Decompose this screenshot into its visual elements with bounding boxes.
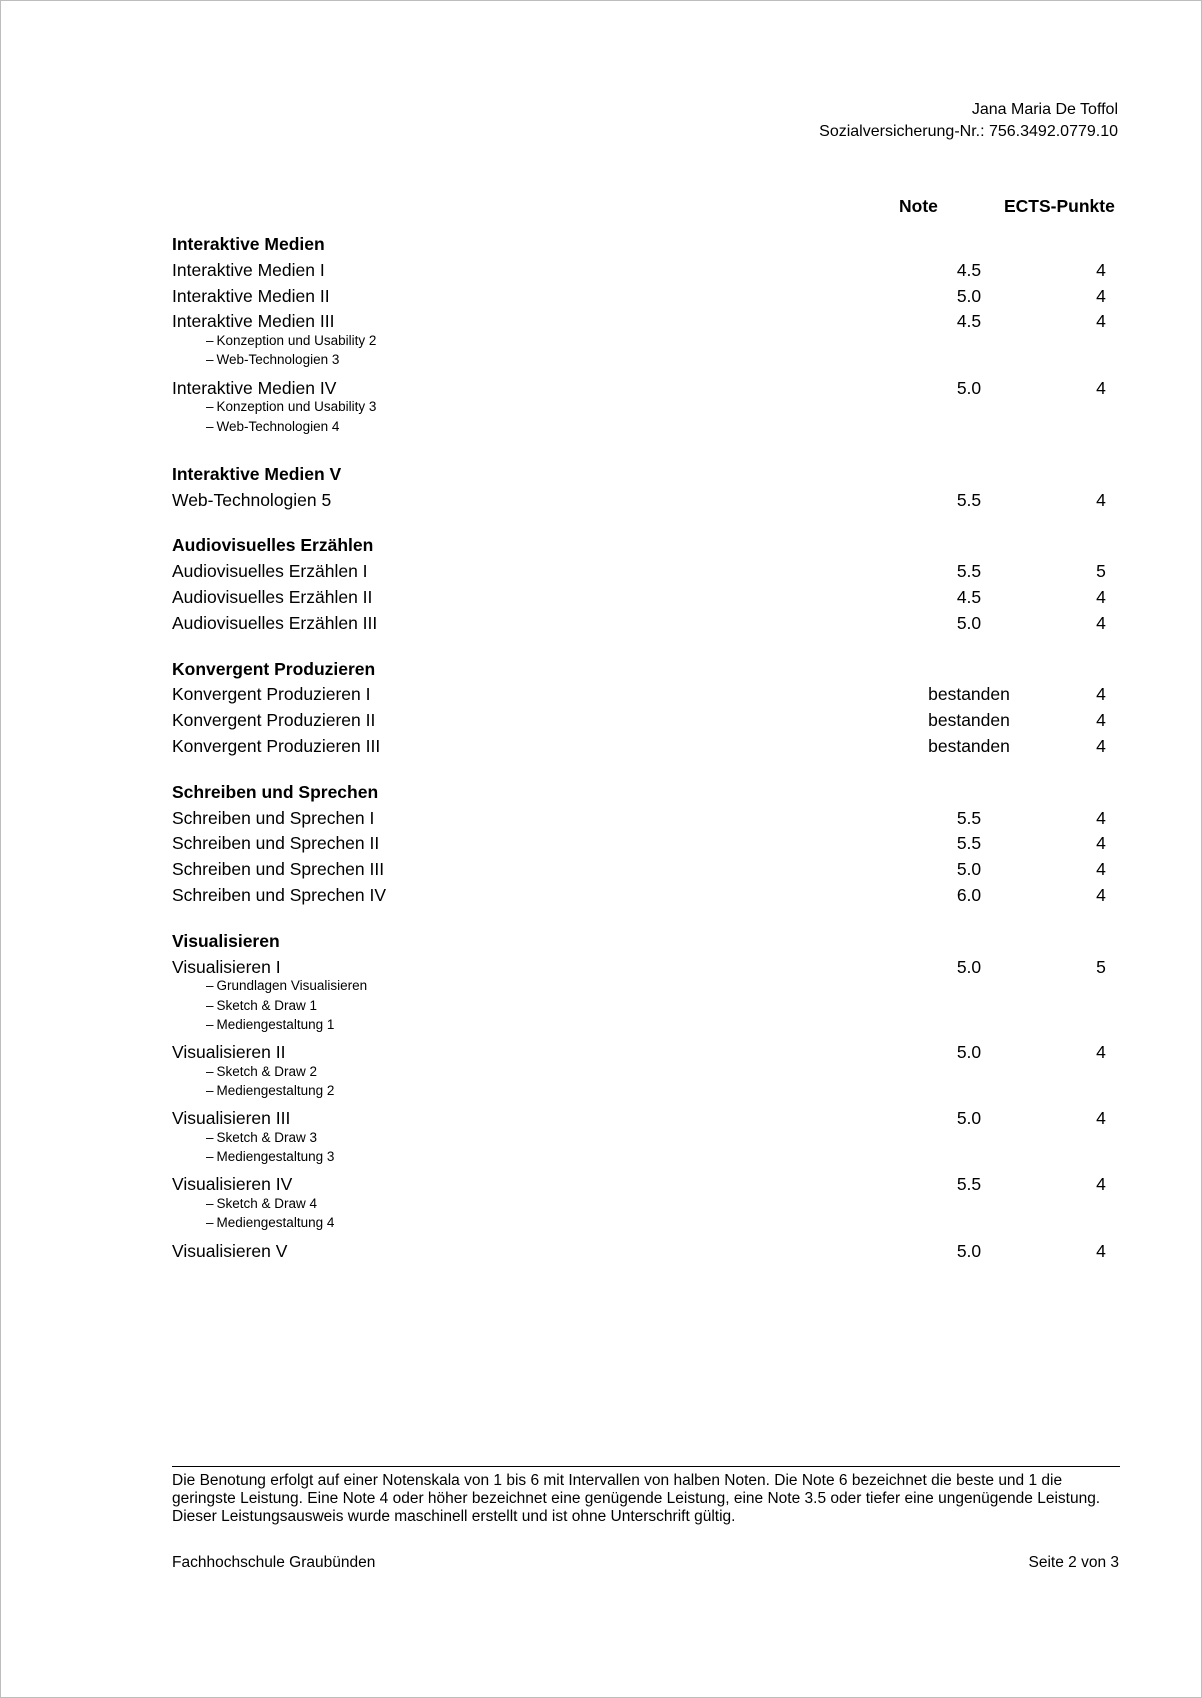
module-name: Konvergent Produzieren I [172,684,371,705]
section-title: Interaktive Medien [172,234,325,254]
section-heading [172,782,1120,808]
module-ects: 4 [1096,885,1106,905]
module-row [172,561,1120,587]
submodule-item [206,1064,317,1079]
module-grade: 4.5 [956,311,982,332]
submodule-name: Web-Technologien 4 [216,418,340,434]
submodule-item [206,352,339,367]
grading-footnote [172,1472,1122,1526]
submodule-dash: – [206,1083,214,1098]
module-ects: 4 [1096,710,1106,731]
module-grade: 5.0 [956,859,982,880]
module-ects: 4 [1096,311,1106,332]
module-name: Visualisieren III [172,1108,291,1129]
module-row [172,587,1120,613]
submodule-item [206,333,376,348]
module-name: Audiovisuelles Erzählen III [172,612,378,633]
submodule-dash: – [206,1063,214,1079]
submodule-dash: – [206,997,214,1013]
submodule-item [206,1083,334,1098]
submodule-dash: – [206,333,214,349]
section-title: Schreiben und Sprechen [172,781,379,802]
student-header [819,99,1118,143]
module-grade: 5.5 [956,807,982,828]
social-security-number: Sozialversicherung-Nr.: 756.3492.0779.10 [819,123,1118,140]
module-row [172,710,1120,736]
submodule-dash: – [206,352,214,368]
module-ects: 5 [1096,561,1106,582]
module-grade: 4.5 [956,587,982,607]
section-title: Audiovisuelles Erzählen [172,535,374,556]
module-ects: 4 [1096,612,1106,633]
module-ects: 4 [1096,859,1106,880]
module-row [172,613,1120,639]
module-ects: 4 [1096,259,1106,280]
module-grade: bestanden [928,710,1010,731]
student-name: Jana Maria De Toffol [971,101,1118,118]
submodule-item [206,1130,317,1145]
module-grade: 5.0 [956,1240,982,1261]
module-name: Schreiben und Sprechen II [172,833,380,854]
module-ects: 4 [1096,285,1106,306]
grading-scale-note: Die Benotung erfolgt auf einer Notenskala von 1 bis 6 mit Intervallen von halben Noten. Die Note 6 bezeichnet die beste und 1 die geringste Leistung. Eine Note 4 oder höher bezeichnet eine genügende Leistung, eine Note 3.5 oder tiefer eine ungenügende Leistung. [172,1472,1101,1507]
module-grade: 5.5 [956,489,982,510]
module-name: Interaktive Medien III [172,311,335,332]
module-grade: 4.5 [956,259,982,280]
submodule-item [206,998,317,1013]
module-ects: 4 [1096,1108,1106,1129]
module-name: Visualisieren V [172,1240,288,1261]
ects-column-header: ECTS-Punkte [1004,196,1115,216]
institution-name: Fachhochschule Graubünden [172,1554,376,1571]
submodule-item [206,1196,317,1211]
page-number: Seite 2 von 3 [1028,1554,1119,1571]
submodule-dash: – [206,978,214,994]
module-ects: 4 [1096,1240,1106,1261]
section-heading [172,234,1120,260]
submodule-dash: – [206,1196,214,1212]
submodule-dash: – [206,1215,214,1231]
module-row [172,885,1120,911]
module-ects: 4 [1096,489,1106,510]
submodule-name: Konzeption und Usability 3 [216,399,377,415]
section-title: Interaktive Medien V [172,463,342,484]
module-name: Web-Technologien 5 [172,489,332,510]
submodule-name: Web-Technologien 3 [216,352,340,368]
submodule-dash: – [206,1130,214,1145]
note-column-header: Note [899,196,938,216]
submodule-name: Sketch & Draw 1 [216,997,318,1013]
section-heading [172,931,1120,957]
submodule-name: Konzeption und Usability 2 [216,333,377,349]
section-heading [172,535,1120,561]
module-row [172,490,1120,516]
module-ects: 4 [1096,684,1106,705]
validity-note: Dieser Leistungsausweis wurde maschinell erstellt und ist ohne Unterschrift gültig. [172,1508,736,1525]
module-ects: 4 [1096,1174,1106,1195]
submodule-name: Sketch & Draw 3 [216,1130,318,1145]
submodule-item [206,419,339,434]
module-grade: 5.0 [956,285,982,306]
module-row [172,859,1120,885]
module-grade: bestanden [928,736,1010,756]
module-grade: 5.0 [956,1042,982,1062]
module-grade: 5.0 [956,1108,982,1129]
module-name: Interaktive Medien I [172,259,325,280]
module-row [172,833,1120,859]
module-name: Interaktive Medien IV [172,377,337,398]
module-ects: 4 [1096,587,1106,607]
module-name: Audiovisuelles Erzählen II [172,587,373,607]
module-grade: 5.0 [956,956,982,977]
module-name: Schreiben und Sprechen III [172,859,385,880]
submodule-name: Sketch & Draw 4 [216,1196,318,1212]
module-row [172,1241,1120,1267]
module-grade: 5.5 [956,833,982,854]
submodule-item [206,1017,334,1032]
module-ects: 5 [1096,956,1106,977]
module-ects: 4 [1096,1042,1106,1062]
submodule-item [206,399,376,414]
module-ects: 4 [1096,807,1106,828]
submodule-name: Sketch & Draw 2 [216,1063,318,1079]
module-name: Audiovisuelles Erzählen I [172,561,368,582]
submodule-item [206,978,367,993]
module-ects: 4 [1096,736,1106,756]
module-row [172,736,1120,762]
submodule-item [206,1215,334,1230]
section-title: Visualisieren [172,930,280,951]
module-ects: 4 [1096,833,1106,854]
footer-divider [172,1466,1120,1467]
submodule-name: Mediengestaltung 1 [216,1016,335,1032]
module-grade: 5.5 [956,1174,982,1195]
section-heading [172,464,1120,490]
module-ects: 4 [1096,377,1106,398]
module-name: Konvergent Produzieren II [172,710,376,731]
module-grade: 5.0 [956,377,982,398]
module-name: Konvergent Produzieren III [172,736,381,756]
module-grade: bestanden [928,684,1010,705]
submodule-name: Grundlagen Visualisieren [216,978,368,994]
submodule-dash: – [206,418,214,434]
section-heading [172,659,1120,685]
module-name: Interaktive Medien II [172,285,330,306]
module-name: Schreiben und Sprechen IV [172,885,387,905]
submodule-name: Mediengestaltung 3 [216,1149,335,1165]
module-grade: 5.5 [956,561,982,582]
module-grade: 5.0 [956,612,982,633]
submodule-dash: – [206,399,214,415]
module-name: Schreiben und Sprechen I [172,807,375,828]
module-name: Visualisieren I [172,956,281,977]
module-row [172,260,1120,286]
section-title: Konvergent Produzieren [172,658,376,679]
module-row [172,684,1120,710]
module-name: Visualisieren IV [172,1174,293,1195]
submodule-name: Mediengestaltung 4 [216,1215,335,1231]
module-name: Visualisieren II [172,1042,286,1062]
module-row [172,808,1120,834]
submodule-dash: – [206,1016,214,1032]
submodule-item [206,1149,334,1164]
submodule-name: Mediengestaltung 2 [216,1083,335,1098]
module-grade: 6.0 [956,885,982,905]
module-row [172,286,1120,312]
submodule-dash: – [206,1149,214,1165]
